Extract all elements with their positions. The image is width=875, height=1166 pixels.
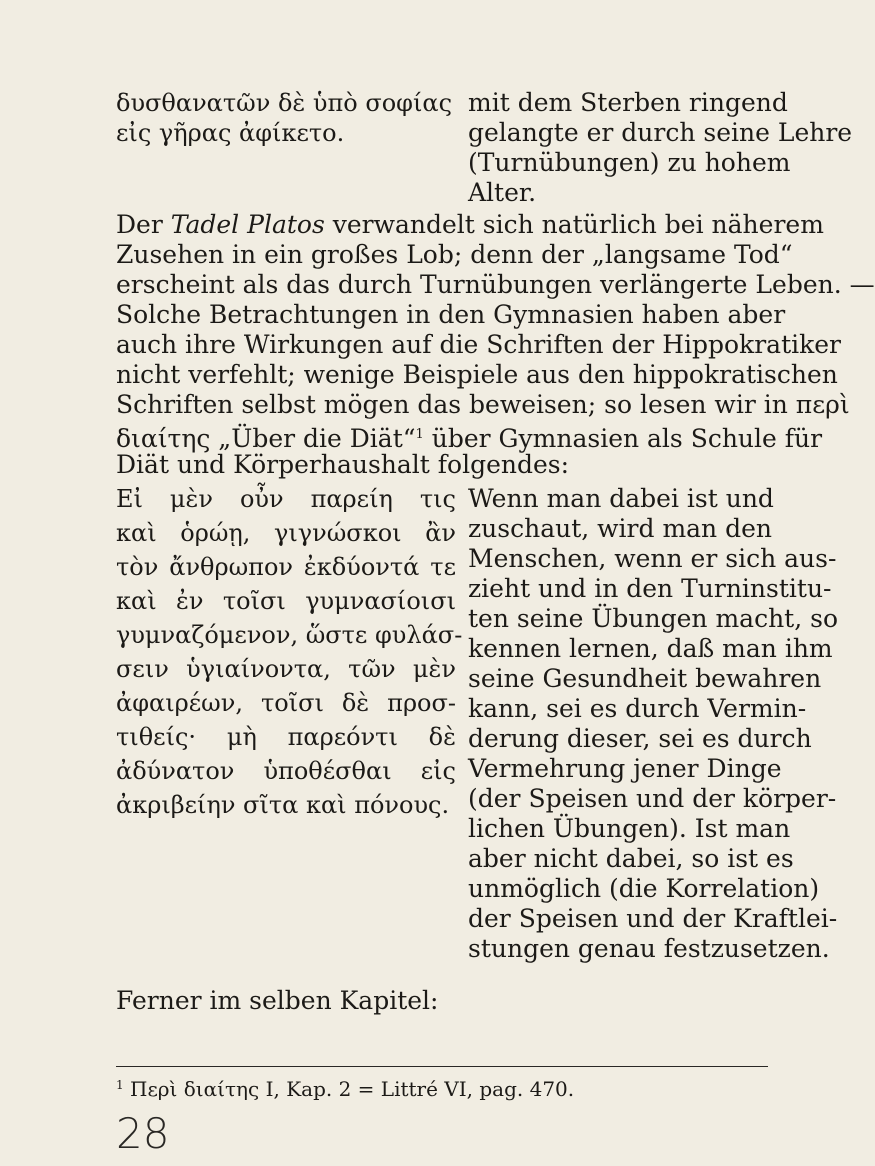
german-top-line-2: gelangte er durch seine Lehre [468,118,853,147]
paragraph-line-8-pre: διαίτης „Über die Diät“ [116,424,416,453]
greek-main-line-5: γυμναζόμενον, ὥστε φυλάσ- [116,621,463,649]
german-main-line-4: zieht und in den Turninstitu- [468,574,832,603]
german-top-line-1: mit dem Sterben ringend [468,88,788,117]
paragraph-line-8 [116,420,823,454]
footnote-reference: 1 [415,427,424,442]
greek-main-line-8: τιθείς· μὴ παρεόντι δὲ [116,723,456,751]
footnote-rule [116,1066,768,1067]
german-main-line-5: ten seine Übungen macht, so [468,604,839,633]
greek-main-line-10: ἀκριβείην σῖτα καὶ πόνους. [116,791,450,819]
german-main-line-16: stungen genau festzusetzen. [468,934,830,963]
greek-main-line-7: ἀφαιρέων, τοῖσι δὲ προσ- [116,689,456,717]
greek-main-line-3: τὸν ἄνθρωπον ἐκδύοντά τε [116,553,456,581]
german-main-line-14: unmöglich (die Korrelation) [468,874,820,903]
footnote-text: Περὶ διαίτης I, Kap. 2 = Littré VI, pag. 470. [123,1077,575,1101]
german-main-line-6: kennen lernen, daß man ihm [468,634,833,663]
german-main-line-11: (der Speisen und der körper- [468,784,837,813]
page-number: 28 [116,1109,170,1158]
greek-main-line-2: καὶ ὁρώῃ, γιγνώσκοι ἂν [116,519,456,547]
footnote [116,1072,574,1102]
paragraph-line-4: Solche Betrachtungen in den Gymnasien haben aber [116,300,786,329]
german-main-line-9: derung dieser, sei es durch [468,724,812,753]
german-main-line-12: lichen Übungen). Ist man [468,814,791,843]
greek-main-line-6: σειν ὑγιαίνοντα, τῶν μὲν [116,655,456,683]
paragraph-line-6: nicht verfehlt; wenige Beispiele aus den hippokratischen [116,360,838,389]
greek-main-line-9: ἀδύνατον ὑποθέσθαι εἰς [116,757,456,785]
closing-line: Ferner im selben Kapitel: [116,986,439,1015]
german-main-line-3: Menschen, wenn er sich aus- [468,544,837,573]
german-main-line-1: Wenn man dabei ist und [468,484,774,513]
paragraph-line-2: Zusehen in ein großes Lob; denn der „langsame Tod“ [116,240,793,269]
greek-top-line-2: εἰς γῆρας ἀφίκετο. [116,119,345,147]
greek-main-line-1: Εἰ μὲν οὖν παρείη τις [116,485,456,513]
german-top-line-3: (Turnübungen) zu hohem [468,148,791,177]
greek-top-line-1: δυσθανατῶν δὲ ὑπὸ σοφίας [116,89,453,117]
german-main-line-13: aber nicht dabei, so ist es [468,844,794,873]
paragraph-line-7: Schriften selbst mögen das beweisen; so lesen wir in περὶ [116,390,850,419]
paragraph-line-1-pre: Der [116,210,171,239]
paragraph-line-1-post: verwandelt sich natürlich bei näherem [324,210,824,239]
german-main-line-8: kann, sei es durch Vermin- [468,694,807,723]
paragraph-line-1 [116,210,824,240]
german-main-line-2: zuschaut, wird man den [468,514,773,543]
paragraph-line-5: auch ihre Wirkungen auf die Schriften der Hippokratiker [116,330,841,359]
paragraph-line-3: erscheint als das durch Turnübungen verlängerte Leben. — [116,270,875,299]
german-main-line-10: Vermehrung jener Dinge [468,754,782,783]
german-top-line-4: Alter. [468,178,537,207]
footnote-mark: 1 [116,1078,124,1092]
greek-main-line-4: καὶ ἐν τοῖσι γυμνασίοισι [116,587,456,615]
german-main-line-15: der Speisen und der Kraftlei- [468,904,838,933]
paragraph-line-8-post: über Gymnasien als Schule für [423,424,823,453]
german-main-line-7: seine Gesundheit bewahren [468,664,822,693]
paragraph-line-9: Diät und Körperhaushalt folgendes: [116,450,570,479]
paragraph-italic-title: Tadel Platos [170,210,325,239]
